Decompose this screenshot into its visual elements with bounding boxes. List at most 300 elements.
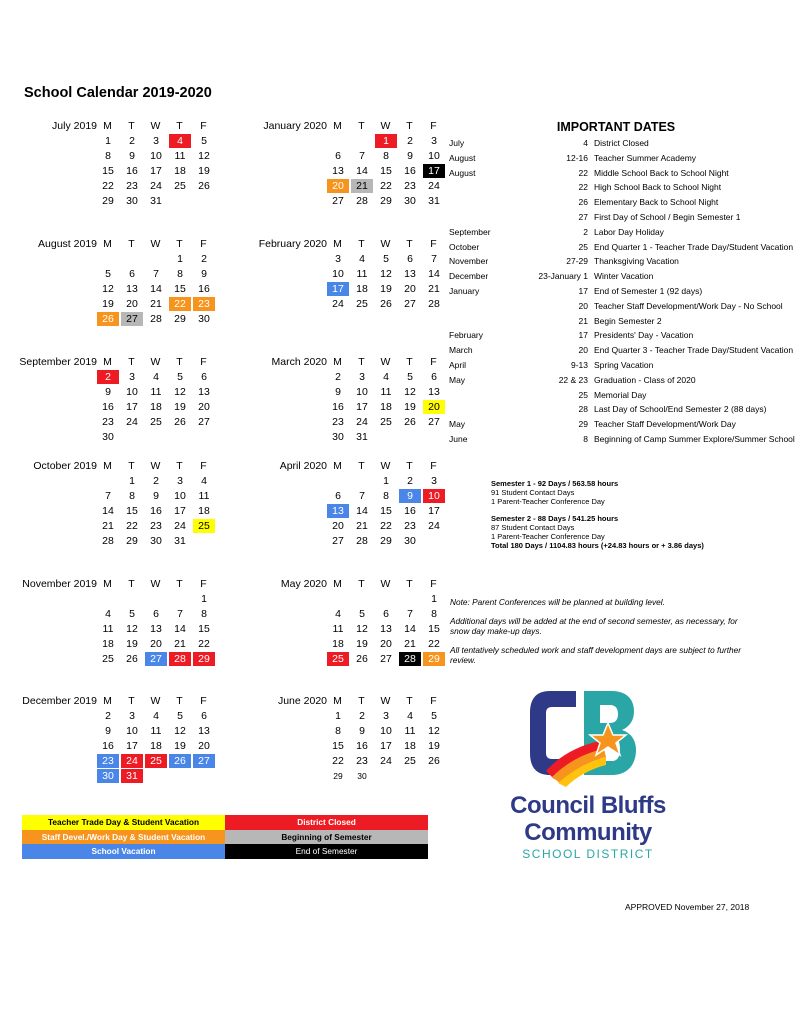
day-cell: 8 — [335, 725, 341, 737]
date-month: August — [449, 167, 476, 178]
date-description: Memorial Day — [594, 389, 647, 400]
day-cell: 15 — [428, 623, 440, 635]
day-cell: 15 — [380, 505, 392, 517]
month-name: March 2020 — [271, 356, 327, 368]
day-cell: 11 — [102, 623, 114, 635]
day-cell: 31 — [174, 535, 186, 547]
day-cell: 9 — [105, 386, 111, 398]
note-parent-conferences: Note: Parent Conferences will be planned at building level. — [450, 597, 665, 607]
day-cell: 8 — [201, 608, 207, 620]
semester-1-contact-days: 91 Student Contact Days — [491, 488, 575, 497]
day-cell: 8 — [431, 608, 437, 620]
day-cell: 2 — [129, 135, 135, 147]
day-cell: 18 — [174, 165, 186, 177]
weekday-header: W — [380, 120, 391, 132]
day-cell: 24 — [126, 416, 138, 428]
day-cell: 21 — [174, 638, 186, 650]
day-cell — [193, 769, 215, 783]
day-cell: 10 — [126, 725, 138, 737]
month-may-2020 — [230, 576, 440, 667]
date-days: 17 — [578, 330, 588, 341]
day-cell: 27 — [428, 416, 440, 428]
date-description: End Quarter 1 - Teacher Trade Day/Student Vacation — [594, 241, 794, 252]
weekday-header: W — [150, 238, 161, 250]
month-header — [0, 118, 210, 134]
day-cell: 17 — [428, 505, 440, 517]
week-row — [230, 607, 440, 622]
week-row — [0, 724, 210, 739]
day-cell: 21 — [102, 520, 114, 532]
day-cell: 7 — [359, 150, 365, 162]
day-cell — [97, 252, 119, 266]
day-cell: 29 — [333, 771, 343, 781]
day-cell: 19 — [380, 283, 392, 295]
day-cell: 12 — [126, 623, 138, 635]
day-cell: 28 — [356, 535, 368, 547]
day-cell: 25 — [380, 416, 392, 428]
day-cell: 16 — [332, 401, 344, 413]
day-cell: 24 — [150, 180, 162, 192]
legend-end-of-semester: End of Semester — [225, 844, 428, 859]
day-cell: 7 — [105, 490, 111, 502]
date-description: Spring Vacation — [594, 359, 654, 370]
month-header — [0, 354, 210, 370]
day-cell — [193, 194, 215, 208]
semester-1-conference-day: 1 Parent-Teacher Conference Day — [491, 497, 605, 506]
day-cell: 18 — [102, 638, 114, 650]
day-cell: 25 — [404, 755, 416, 767]
day-cell — [351, 474, 373, 488]
weekday-header: T — [128, 356, 135, 368]
day-cell: 29 — [102, 195, 114, 207]
date-month: October — [449, 241, 480, 252]
legend-school-vacation: School Vacation — [22, 844, 225, 859]
weekday-header: M — [103, 695, 112, 707]
date-description: Teacher Staff Development/Work Day - No School — [594, 300, 783, 311]
weekday-header: T — [128, 578, 135, 590]
weekday-header: F — [200, 695, 207, 707]
day-cell: 31 — [150, 195, 162, 207]
day-cell: 26 — [174, 416, 186, 428]
district-name — [488, 792, 688, 862]
month-jun-2020 — [230, 693, 440, 784]
day-cell: 1 — [383, 475, 389, 487]
day-cell: 24 — [428, 520, 440, 532]
important-date-row — [446, 210, 746, 225]
weekday-header: W — [380, 578, 391, 590]
weekday-header: W — [380, 460, 391, 472]
important-date-row — [446, 254, 746, 269]
day-cell: 23 — [356, 755, 368, 767]
week-row — [0, 709, 210, 724]
date-days: 22 — [578, 167, 588, 178]
day-cell: 16 — [102, 401, 114, 413]
day-cell: 27 — [404, 298, 416, 310]
day-cell: 1 — [105, 135, 111, 147]
week-row — [0, 489, 210, 504]
day-cell: 1 — [375, 134, 397, 148]
day-cell: 26 — [97, 312, 119, 326]
date-month: May — [449, 374, 466, 385]
important-date-row — [446, 151, 746, 166]
important-date-row — [446, 388, 746, 403]
day-cell: 16 — [198, 283, 210, 295]
semester-2-conference-day: 1 Parent-Teacher Conference Day — [491, 532, 605, 541]
day-cell — [145, 252, 167, 266]
week-row — [230, 430, 440, 445]
week-row — [230, 282, 440, 297]
day-cell: 15 — [102, 165, 114, 177]
day-cell: 20 — [332, 520, 344, 532]
day-cell: 19 — [126, 638, 138, 650]
date-days: 27 — [578, 211, 588, 222]
day-cell: 27 — [332, 535, 344, 547]
date-month: September — [449, 226, 491, 237]
semester-2-contact-days: 87 Student Contact Days — [491, 523, 575, 532]
day-cell — [399, 769, 421, 783]
weekday-header: T — [358, 578, 365, 590]
day-cell: 14 — [102, 505, 114, 517]
day-cell: 7 — [153, 268, 159, 280]
day-cell: 12 — [428, 725, 440, 737]
day-cell: 9 — [153, 490, 159, 502]
weekday-header: M — [333, 460, 342, 472]
month-name: June 2020 — [277, 695, 327, 707]
day-cell: 16 — [126, 165, 138, 177]
weekday-header: W — [150, 356, 161, 368]
day-cell: 13 — [150, 623, 162, 635]
day-cell: 8 — [129, 490, 135, 502]
week-row — [0, 164, 210, 179]
day-cell — [97, 474, 119, 488]
week-row — [230, 164, 440, 179]
date-month: May — [449, 419, 466, 430]
day-cell: 10 — [356, 386, 368, 398]
day-cell: 4 — [359, 253, 365, 265]
important-dates-list — [446, 136, 795, 447]
day-cell: 10 — [126, 386, 138, 398]
weekday-header: T — [358, 460, 365, 472]
date-description: Graduation - Class of 2020 — [594, 374, 696, 385]
day-cell: 30 — [332, 431, 344, 443]
weekday-header: T — [358, 356, 365, 368]
week-row — [230, 400, 440, 415]
day-cell: 15 — [174, 283, 186, 295]
date-description: Beginning of Camp Summer Explore/Summer School — [594, 433, 795, 444]
day-cell — [351, 592, 373, 606]
date-days: 9-13 — [570, 359, 588, 370]
day-cell: 4 — [105, 608, 111, 620]
day-cell: 22 — [169, 297, 191, 311]
day-cell: 13 — [198, 386, 210, 398]
day-cell — [145, 430, 167, 444]
date-description: First Day of School / Begin Semester 1 — [594, 211, 741, 222]
month-header — [0, 576, 210, 592]
date-days: 4 — [583, 138, 588, 148]
week-row — [0, 519, 210, 534]
month-name: October 2019 — [33, 460, 97, 472]
date-description: High School Back to School Night — [594, 182, 722, 193]
day-cell: 12 — [102, 283, 114, 295]
weekday-header: M — [333, 238, 342, 250]
day-cell: 17 — [356, 401, 368, 413]
day-cell: 22 — [380, 180, 392, 192]
day-cell: 12 — [198, 150, 210, 162]
day-cell: 21 — [428, 283, 440, 295]
day-cell: 18 — [356, 283, 368, 295]
weekday-header: T — [176, 460, 183, 472]
day-cell: 18 — [380, 401, 392, 413]
weekday-header: T — [128, 120, 135, 132]
day-cell: 5 — [129, 608, 135, 620]
legend-beginning-of-semester: Beginning of Semester — [225, 830, 428, 845]
date-month: January — [449, 285, 480, 296]
day-cell: 5 — [105, 268, 111, 280]
week-row — [0, 739, 210, 754]
date-description: Teacher Summer Academy — [594, 152, 697, 163]
day-cell: 3 — [359, 371, 365, 383]
weekday-header: W — [150, 578, 161, 590]
day-cell — [193, 430, 215, 444]
week-row — [0, 534, 210, 549]
day-cell: 8 — [105, 150, 111, 162]
day-cell: 5 — [431, 710, 437, 722]
important-date-row — [446, 328, 746, 343]
date-description: Labor Day Holiday — [594, 226, 664, 237]
day-cell: 2 — [335, 371, 341, 383]
weekday-header: F — [430, 578, 437, 590]
day-cell: 26 — [169, 754, 191, 768]
month-apr-2020 — [230, 458, 440, 549]
day-cell — [375, 430, 397, 444]
month-mar-2020 — [230, 354, 440, 445]
day-cell: 21 — [404, 638, 416, 650]
day-cell: 20 — [150, 638, 162, 650]
district-name-line-1: Council Bluffs — [510, 792, 666, 819]
day-cell: 26 — [428, 755, 440, 767]
important-date-row — [446, 136, 746, 151]
day-cell: 20 — [198, 401, 210, 413]
day-cell: 23 — [126, 180, 138, 192]
day-cell: 2 — [105, 710, 111, 722]
day-cell: 16 — [356, 740, 368, 752]
day-cell: 4 — [201, 475, 207, 487]
day-cell: 22 — [126, 520, 138, 532]
day-cell: 22 — [102, 180, 114, 192]
day-cell: 16 — [404, 505, 416, 517]
important-dates-panel — [446, 120, 795, 447]
date-days: 20 — [578, 300, 588, 311]
day-cell — [121, 592, 143, 606]
weekday-header: T — [176, 356, 183, 368]
day-cell: 26 — [404, 416, 416, 428]
day-cell: 2 — [407, 135, 413, 147]
week-row — [230, 622, 440, 637]
important-dates-title: IMPORTANT DATES — [556, 120, 676, 134]
note-snow-days: Additional days will be added at the end of second semester, as necessary, for snow day make-up days. — [450, 616, 738, 636]
day-cell: 16 — [102, 740, 114, 752]
day-cell — [327, 474, 349, 488]
date-month: December — [449, 271, 489, 282]
day-cell: 3 — [383, 710, 389, 722]
important-date-row — [446, 166, 746, 181]
day-cell: 14 — [356, 505, 368, 517]
day-cell: 18 — [150, 740, 162, 752]
day-cell: 25 — [356, 298, 368, 310]
weekday-header: F — [430, 695, 437, 707]
day-cell: 25 — [193, 519, 215, 533]
day-cell: 28 — [428, 298, 440, 310]
day-cell: 4 — [335, 608, 341, 620]
day-cell: 23 — [404, 520, 416, 532]
day-cell: 29 — [126, 535, 138, 547]
day-cell: 1 — [201, 593, 207, 605]
weekday-header: F — [200, 578, 207, 590]
day-cell: 8 — [383, 150, 389, 162]
date-days: 29 — [578, 419, 588, 430]
day-cell: 14 — [356, 165, 368, 177]
weekday-header: T — [406, 695, 413, 707]
weekday-header: F — [430, 356, 437, 368]
day-cell: 30 — [126, 195, 138, 207]
day-cell — [399, 430, 421, 444]
day-cell: 24 — [380, 755, 392, 767]
month-header — [230, 354, 440, 370]
important-date-row — [446, 180, 746, 195]
day-cell: 19 — [174, 740, 186, 752]
day-cell: 14 — [428, 268, 440, 280]
week-row — [230, 134, 440, 149]
weekday-header: W — [380, 356, 391, 368]
important-date-row — [446, 225, 746, 240]
week-row — [0, 592, 210, 607]
date-description: Winter Vacation — [594, 271, 654, 282]
date-month: February — [449, 330, 484, 341]
day-cell: 4 — [407, 710, 413, 722]
day-cell: 9 — [201, 268, 207, 280]
day-cell: 6 — [335, 150, 341, 162]
day-cell — [145, 769, 167, 783]
date-days: 23-January 1 — [538, 271, 588, 282]
day-cell: 21 — [351, 179, 373, 193]
day-cell: 24 — [174, 520, 186, 532]
day-cell: 10 — [174, 490, 186, 502]
day-cell: 3 — [431, 475, 437, 487]
district-name-line-2: Community — [524, 819, 652, 846]
day-cell — [169, 194, 191, 208]
week-row — [230, 534, 440, 549]
day-cell: 28 — [356, 195, 368, 207]
color-legend — [22, 815, 428, 859]
day-cell: 22 — [198, 638, 210, 650]
day-cell: 26 — [126, 653, 138, 665]
day-cell: 30 — [198, 313, 210, 325]
day-cell: 29 — [380, 195, 392, 207]
day-cell: 3 — [177, 475, 183, 487]
week-row — [0, 769, 210, 784]
day-cell: 16 — [150, 505, 162, 517]
week-row — [230, 267, 440, 282]
day-cell: 18 — [150, 401, 162, 413]
day-cell: 11 — [150, 725, 162, 737]
week-row — [0, 149, 210, 164]
week-row — [230, 252, 440, 267]
week-row — [0, 194, 210, 209]
day-cell: 26 — [356, 653, 368, 665]
day-cell: 7 — [177, 608, 183, 620]
day-cell: 20 — [423, 400, 445, 414]
day-cell — [145, 592, 167, 606]
day-cell: 17 — [126, 401, 138, 413]
week-row — [230, 519, 440, 534]
week-row — [0, 267, 210, 282]
month-name: May 2020 — [280, 578, 327, 590]
day-cell: 2 — [407, 475, 413, 487]
day-cell: 29 — [423, 652, 445, 666]
day-cell: 27 — [145, 652, 167, 666]
day-cell: 4 — [153, 710, 159, 722]
weekday-header: F — [200, 356, 207, 368]
month-header — [230, 458, 440, 474]
date-month: March — [449, 345, 473, 356]
important-date-row — [446, 432, 795, 447]
day-cell — [193, 534, 215, 548]
day-cell: 2 — [359, 710, 365, 722]
week-row — [0, 282, 210, 297]
day-cell: 10 — [380, 725, 392, 737]
month-name: April 2020 — [279, 460, 327, 472]
day-cell: 30 — [404, 535, 416, 547]
weekday-header: W — [380, 238, 391, 250]
date-description: End Quarter 3 - Teacher Trade Day/Student Vacation — [594, 345, 794, 356]
day-cell: 2 — [201, 253, 207, 265]
weekday-header: T — [128, 238, 135, 250]
weekday-header: T — [176, 120, 183, 132]
day-cell: 23 — [193, 297, 215, 311]
day-cell: 6 — [407, 253, 413, 265]
day-cell: 24 — [356, 416, 368, 428]
month-header — [230, 236, 440, 252]
date-description: Elementary Back to School Night — [594, 197, 719, 208]
district-name-line-3: SCHOOL DISTRICT — [522, 847, 654, 861]
date-month: July — [449, 138, 465, 148]
date-month: April — [449, 359, 467, 370]
date-description: Teacher Staff Development/Work Day — [594, 419, 736, 430]
day-cell: 14 — [150, 283, 162, 295]
day-cell: 27 — [380, 653, 392, 665]
day-cell: 5 — [359, 608, 365, 620]
important-date-row — [446, 314, 746, 329]
day-cell: 15 — [380, 165, 392, 177]
weekday-header: W — [150, 695, 161, 707]
week-row — [0, 400, 210, 415]
date-days: 12-16 — [566, 152, 588, 163]
day-cell: 19 — [428, 740, 440, 752]
weekday-header: F — [430, 120, 437, 132]
day-cell: 4 — [383, 371, 389, 383]
day-cell: 19 — [404, 401, 416, 413]
day-cell — [351, 134, 373, 148]
weekday-header: F — [200, 460, 207, 472]
day-cell: 12 — [174, 386, 186, 398]
day-cell: 19 — [174, 401, 186, 413]
day-cell: 19 — [198, 165, 210, 177]
weekday-header: T — [358, 695, 365, 707]
weekday-header: T — [176, 578, 183, 590]
day-cell: 1 — [129, 475, 135, 487]
date-days: 8 — [583, 433, 588, 444]
date-description: Last Day of School/End Semester 2 (88 days) — [594, 404, 767, 415]
